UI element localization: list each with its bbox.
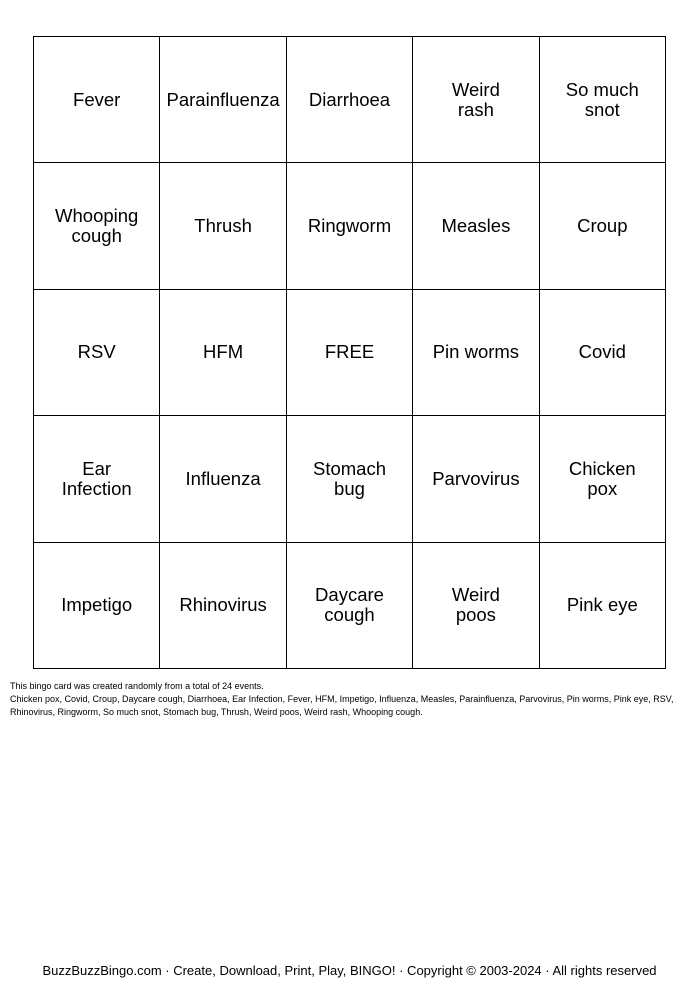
bingo-cell: Stomach bug	[287, 416, 413, 542]
bingo-cell: Croup	[540, 163, 666, 289]
bingo-cell: Rhinovirus	[160, 543, 286, 669]
bingo-cell: Ear Infection	[34, 416, 160, 542]
bingo-cell: Impetigo	[34, 543, 160, 669]
bingo-cell: Influenza	[160, 416, 286, 542]
bingo-cell: Diarrhoea	[287, 37, 413, 163]
footnote-event-list: Chicken pox, Covid, Croup, Daycare cough, Diarrhoea, Ear Infection, Fever, HFM, Impetigo, Influenza, Measles, Parainfluenza, Parvovirus, Pin worms, Pink eye, RSV, Rhinovirus, Ringworm, So much snot, Stomach bug, Thrush, Weird poos, Weird rash, Whooping cough.	[10, 694, 674, 717]
bingo-cell: Parvovirus	[413, 416, 539, 542]
bingo-cell: Parainfluenza	[160, 37, 286, 163]
card-footnote	[10, 680, 690, 719]
bingo-cell: Thrush	[160, 163, 286, 289]
bingo-card-grid	[33, 36, 666, 669]
bingo-free-cell: FREE	[287, 290, 413, 416]
bingo-cell: Weird rash	[413, 37, 539, 163]
bingo-cell: Fever	[34, 37, 160, 163]
footnote-summary: This bingo card was created randomly from a total of 24 events.	[10, 681, 264, 691]
bingo-cell: HFM	[160, 290, 286, 416]
page-footer: BuzzBuzzBingo.com · Create, Download, Print, Play, BINGO! · Copyright © 2003-2024 · All rights reserved	[42, 963, 657, 978]
bingo-cell: So much snot	[540, 37, 666, 163]
bingo-cell: Whooping cough	[34, 163, 160, 289]
bingo-cell: Ringworm	[287, 163, 413, 289]
bingo-cell: Pink eye	[540, 543, 666, 669]
bingo-cell: Daycare cough	[287, 543, 413, 669]
bingo-cell: Covid	[540, 290, 666, 416]
bingo-cell: Measles	[413, 163, 539, 289]
bingo-cell: Chicken pox	[540, 416, 666, 542]
bingo-cell: Weird poos	[413, 543, 539, 669]
bingo-cell: Pin worms	[413, 290, 539, 416]
bingo-cell: RSV	[34, 290, 160, 416]
